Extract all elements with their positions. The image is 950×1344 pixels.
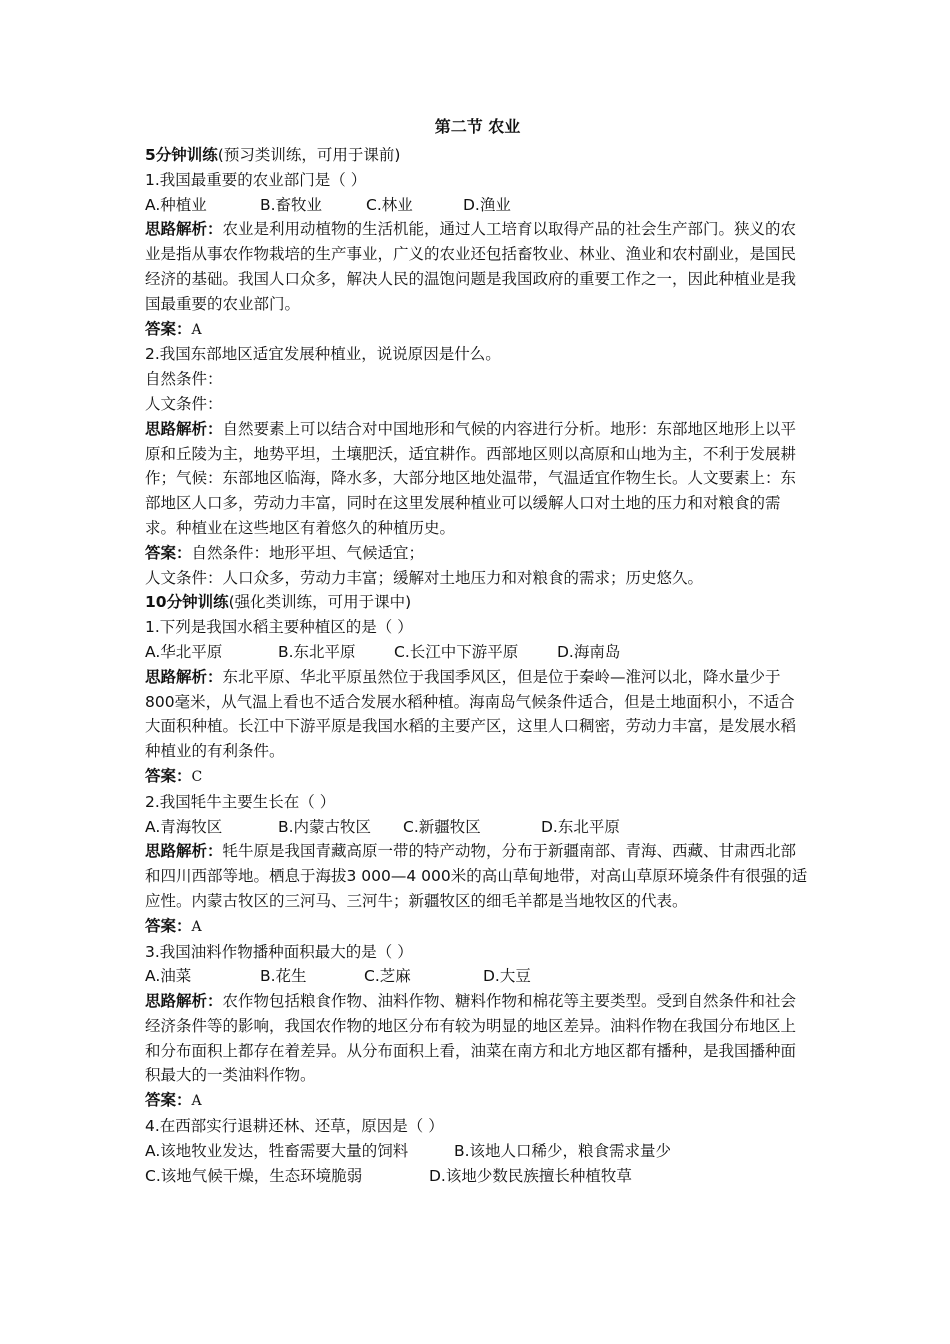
analysis-text: 牦牛原是我国青藏高原一带的特产动物，分布于新疆南部、青海、西藏、甘肃西北部和四川西部等地。栖息于海拔3 000—4 000米的高山草甸地带，对高山草原环境条件有很强的适应性。内蒙古牧区的三河马、三河牛；新疆牧区的细毛羊都是当地牧区的代表。 <box>145 842 808 910</box>
analysis <box>145 417 810 541</box>
option-b: B.花生 <box>260 967 307 986</box>
option-b: B.东北平原 <box>278 642 356 661</box>
answer-label: 答案： <box>145 766 192 785</box>
answer-value: A <box>191 918 202 935</box>
option-c: C.长江中下游平原 <box>394 642 519 661</box>
heading-note: (预习类训练，可用于课前) <box>217 146 401 164</box>
option-b: B.该地人口稀少，粮食需求量少 <box>454 1141 672 1160</box>
question-stem: 2.我国东部地区适宜发展种植业，说说原因是什么。 <box>145 345 501 364</box>
question-options <box>145 1139 810 1164</box>
answer-value: 自然条件：地形平坦、气候适宜； <box>191 543 425 562</box>
analysis-label: 思路解析： <box>145 842 223 861</box>
option-c: C.林业 <box>366 195 413 214</box>
option-d: D.东北平原 <box>541 817 620 836</box>
option-b: B.内蒙古牧区 <box>278 817 372 836</box>
option-d: D.渔业 <box>463 195 511 214</box>
answer-label: 答案： <box>145 319 192 338</box>
analysis-label: 思路解析： <box>145 992 223 1011</box>
answer-value: A <box>191 1093 202 1110</box>
option-d: D.海南岛 <box>557 642 621 661</box>
analysis <box>145 665 810 764</box>
analysis-label: 思路解析： <box>145 419 223 438</box>
analysis-text: 农作物包括粮食作物、油料作物、糖料作物和棉花等主要类型。受到自然条件和社会经济条件等的影响，我国农作物的地区分布有较为明显的地区差异。油料作物在我国分布地区上和分布面积上都存在着差异。从分布面积上看，油菜在南方和北方地区都有播种，是我国播种面积最大的一类油料作物。 <box>145 992 797 1085</box>
question-options <box>145 964 810 989</box>
blank-natural: 自然条件： <box>145 370 223 389</box>
question-stem: 4.在西部实行退耕还林、还草，原因是（ ） <box>145 1117 444 1136</box>
question-stem: 3.我国油料作物播种面积最大的是（ ） <box>145 942 413 961</box>
answer-value: A <box>191 321 202 338</box>
option-c: C.芝麻 <box>364 967 411 986</box>
option-a: A.油菜 <box>145 967 192 986</box>
question-options <box>145 640 810 665</box>
question-options <box>145 815 810 840</box>
question-options <box>145 193 810 218</box>
analysis-text: 农业是利用动植物的生活机能，通过人工培育以取得产品的社会生产部门。狭义的农业是指从事农作物栽培的生产事业，广义的农业还包括畜牧业、林业、渔业和农村副业，是国民经济的基础。我国人口众多，解决人民的温饱问题是我国政府的重要工作之一，因此种植业是我国最重要的农业部门。 <box>145 220 797 313</box>
answer <box>145 541 810 566</box>
option-b: B.畜牧业 <box>260 195 323 214</box>
answer <box>145 317 810 343</box>
heading-text: 10分钟训练 <box>145 593 229 612</box>
analysis-label: 思路解析： <box>145 667 223 686</box>
answer <box>145 1088 810 1114</box>
question-options <box>145 1164 810 1189</box>
option-a: A.种植业 <box>145 195 207 214</box>
answer-label: 答案： <box>145 543 192 562</box>
analysis-text: 自然要素上可以结合对中国地形和气候的内容进行分析。地形：东部地区地形上以平原和丘陵为主，地势平坦，土壤肥沃，适宜耕作。西部地区则以高原和山地为主，不利于发展耕作；气候：东部地区临海，降水多，大部分地区地处温带，气温适宜作物生长。人文要素上：东部地区人口多，劳动力丰富，同时在这里发展种植业可以缓解人口对土地的压力和对粮食的需求。种植业在这些地区有着悠久的种植历史。 <box>145 419 797 537</box>
analysis <box>145 217 810 316</box>
answer-label: 答案： <box>145 1091 192 1110</box>
analysis <box>145 839 810 913</box>
question-stem: 1.我国最重要的农业部门是（ ） <box>145 170 367 189</box>
option-c: C.该地气候干燥，生态环境脆弱 <box>145 1166 363 1185</box>
question-stem: 1.下列是我国水稻主要种植区的是（ ） <box>145 618 413 637</box>
option-c: C.新疆牧区 <box>403 817 481 836</box>
option-d: D.该地少数民族擅长种植牧草 <box>429 1166 632 1185</box>
heading-note: (强化类训练，可用于课中) <box>228 593 412 612</box>
answer-value: C <box>191 768 203 785</box>
document-page <box>145 112 810 1188</box>
question-stem: 2.我国牦牛主要生长在（ ） <box>145 792 336 811</box>
analysis-label: 思路解析： <box>145 220 223 239</box>
option-a: A.青海牧区 <box>145 817 223 836</box>
section-heading-5min <box>145 143 810 168</box>
section-heading-10min <box>145 590 810 615</box>
answer <box>145 764 810 790</box>
option-a: A.华北平原 <box>145 642 223 661</box>
section-title: 第二节 农业 <box>434 117 521 136</box>
option-a: A.该地牧业发达，牲畜需要大量的饲料 <box>145 1141 409 1160</box>
heading-text: 5分钟训练 <box>145 146 218 164</box>
answer <box>145 914 810 940</box>
analysis-text: 东北平原、华北平原虽然位于我国季风区，但是位于秦岭—淮河以北，降水量少于800毫米，从气温上看也不适合发展水稻种植。海南岛气候条件适合，但是土地面积小，不适合大面积种植。长江中下游平原是我国水稻的主要产区，这里人口稠密，劳动力丰富，是发展水稻种植业的有利条件。 <box>145 667 797 761</box>
answer-continued: 人文条件：人口众多，劳动力丰富；缓解对土地压力和对粮食的需求；历史悠久。 <box>145 568 704 587</box>
answer-label: 答案： <box>145 916 192 935</box>
blank-human: 人文条件： <box>145 394 223 413</box>
option-d: D.大豆 <box>483 967 531 986</box>
analysis <box>145 989 810 1088</box>
